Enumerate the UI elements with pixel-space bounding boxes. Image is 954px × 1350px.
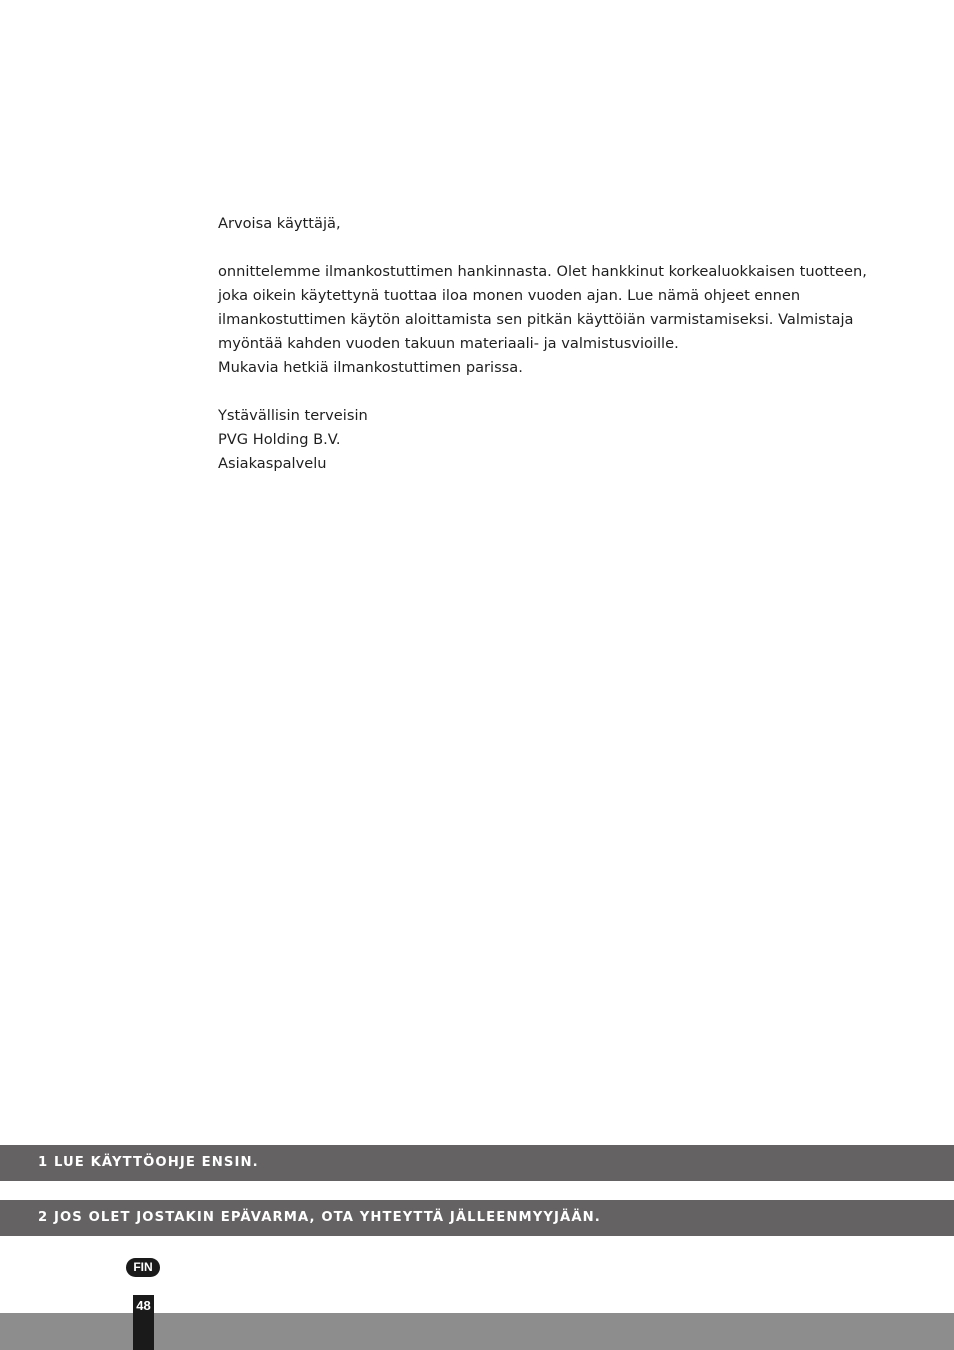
body-line: joka oikein käytettynä tuottaa iloa monen vuoden ajan. Lue nämä ohjeet ennen	[218, 287, 801, 304]
company-name: PVG Holding B.V.	[218, 431, 341, 448]
body-line: ilmankostuttimen käytön aloittamista sen pitkän käyttöiän varmistamiseksi. Valmistaja	[218, 311, 854, 328]
body-line: Mukavia hetkiä ilmankostuttimen parissa.	[218, 359, 523, 376]
letter-body	[218, 212, 878, 476]
instruction-banner-1: 1 LUE KÄYTTÖOHJE ENSIN.	[0, 1145, 954, 1181]
body-line: onnittelemme ilmankostuttimen hankinnasta. Olet hankkinut korkealuokkaisen tuotteen,	[218, 263, 867, 280]
closing: Ystävällisin terveisin	[218, 407, 368, 424]
language-badge: FIN	[126, 1258, 160, 1277]
department: Asiakaspalvelu	[218, 455, 327, 472]
body-line: myöntää kahden vuoden takuun materiaali- ja valmistusvioille.	[218, 335, 679, 352]
spacer	[218, 380, 878, 404]
spacer	[218, 236, 878, 260]
instruction-banner-2: 2 JOS OLET JOSTAKIN EPÄVARMA, OTA YHTEYTTÄ JÄLLEENMYYJÄÄN.	[0, 1200, 954, 1236]
page-number: 48	[136, 1298, 151, 1313]
greeting: Arvoisa käyttäjä,	[218, 215, 341, 232]
